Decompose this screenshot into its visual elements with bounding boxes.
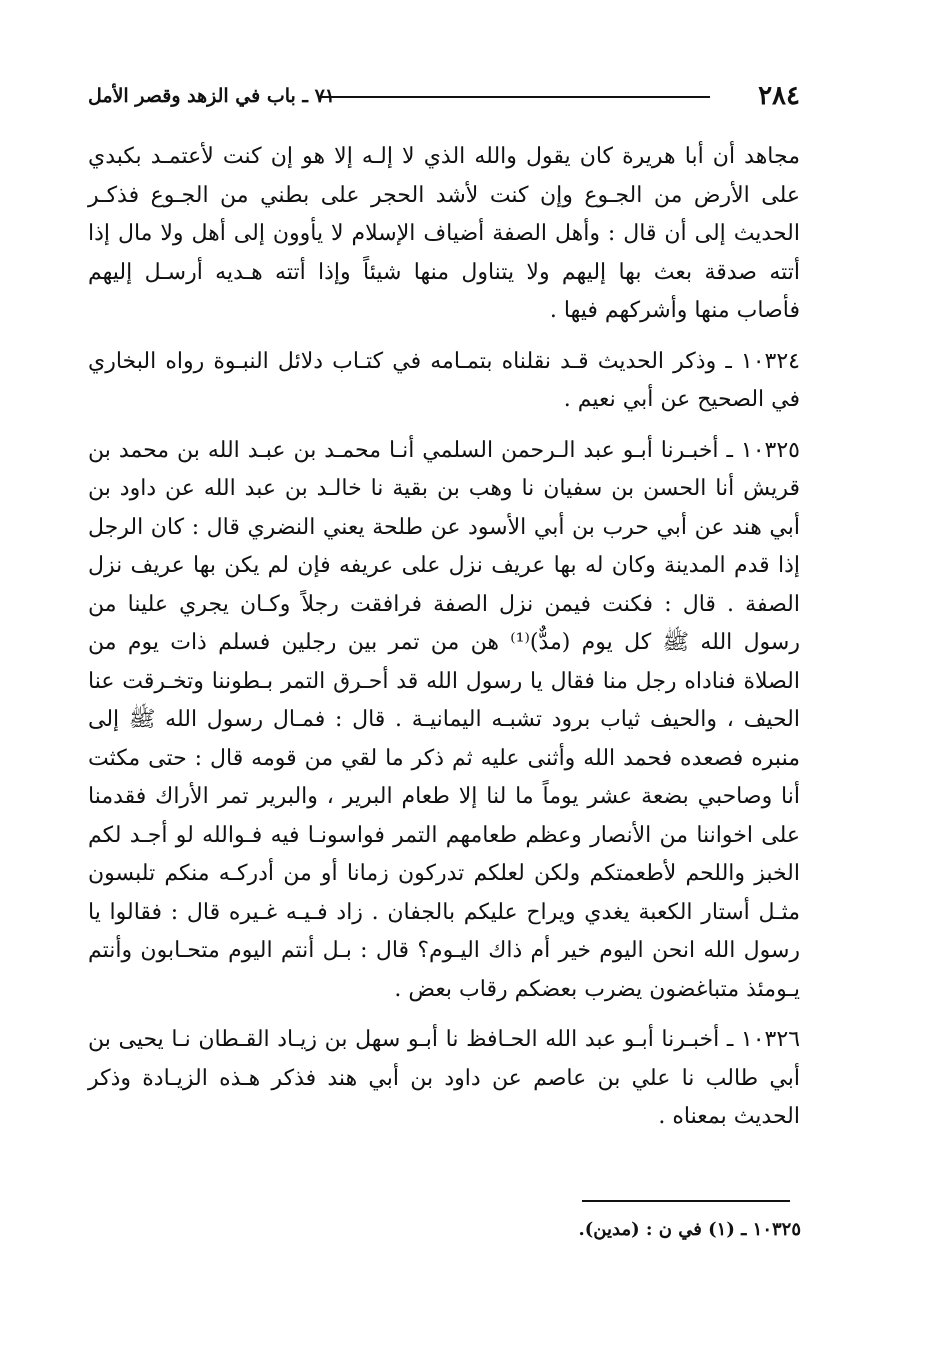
hadith-10324 (88, 343, 800, 420)
chapter-title: ٧١ ـ باب في الزهد وقصر الأمل (88, 85, 336, 107)
paragraph-text: ١٠٣٢٤ ـ وذكر الحديث قـد نقلناه بتمـامه في كتـاب دلائل النبـوة رواه البخاري في الصحيح عن أبي نعيم . (88, 348, 800, 412)
hadith-10326 (88, 1021, 800, 1137)
footnote: ١٠٣٢٥ ـ (١) في ن : (مدين). (578, 1219, 801, 1240)
hadith-10325 (88, 432, 800, 1010)
paragraph-text: ١٠٣٢٦ ـ أخبـرنا أبـو عبد الله الحـافظ نا أبـو سهل بن زيـاد القـطان نـا يحيى بن أبي طالب نا علي بن عاصم عن داود بن أبي هند فذكر هـذه الزيـادة وذكر الحديث بمعناه . (88, 1027, 801, 1129)
main-text (88, 138, 800, 1149)
header-rule (320, 96, 710, 98)
footnote-rule (582, 1200, 790, 1202)
paragraph-text: مجاهد أن أبا هريرة كان يقول والله الذي لا إلـه إلا هو إن كنت لأعتمـد بكبدي على الأرض من الجـوع وإن كنت لأشد الحجر على بطني من الجـوع فذكـر الحديث إلى أن قال : وأهل الصفة أضياف الإسلام لا يأوون إلى أهل ولا مال إذا أتته صدقة بعث بها إليهم ولا يتناول منها شيئاً وإذا أتته هـديه أرسـل إليهم فأصاب منها وأشركهم فيها . (88, 144, 800, 323)
page-number: ٢٨٤ (758, 81, 800, 111)
paragraph-continuation (88, 138, 800, 331)
paragraph-text: ١٠٣٢٥ ـ أخبـرنا أبـو عبد الـرحمن السلمي أنـا محمـد بن عبـد الله بن محمد بن قريش أنا الحسن بن سفيان نا وهب بن بقية نا خالـد بن عبد الله عن داود بن أبي هند عن أبي حرب بن أبي الأسود عن طلحة يعني النضري قال : كان الرجل إذا قدم المدينة وكان له بها عريف نزل على عريفه فإن لم يكن بها عريف نزل الصفة . قال : فكنت فيمن نزل الصفة فرافقت رجلاً وكـان يجري علينا من رسول الله ﷺ كل يوم (مدٌّ)⁽¹⁾ هن من تمر بين رجلين فسلم ذات يوم من الصلاة فناداه رجل منا فقال يا رسول الله قد أحـرق التمر بـطوننا وتخـرقت عنا الحيف ، والحيف ثياب برود تشبـه اليمانيـة . قال : فمـال رسول الله ﷺ إلى منبره فصعده فحمد الله وأثنى عليه ثم ذكر ما لقي من قومه قال : حتى مكثت أنا وصاحبي بضعة عشر يوماً ما لنا إلا طعام البرير ، والبرير تمر الأراك فقدمنا على اخواننا من الأنصار وعظم طعامهم التمر فواسونـا فيه فـوالله لو أجـد لكم الخبز واللحم لأطعمتكم ولكن لعلكم تدركون زمانا أو من أدركـه منكم تلبسون مثـل أستار الكعبة يغدي ويراح عليكم بالجفان . زاد فـيـه غـيره قال : فقالوا يا رسول الله انحن اليوم خير أم ذاك اليـوم؟ قال : بـل أنتم اليوم متحـابون وأنتم يـومئذ متباغضون يضرب بعضكم رقاب بعض . (88, 437, 800, 1002)
running-header (88, 76, 800, 116)
